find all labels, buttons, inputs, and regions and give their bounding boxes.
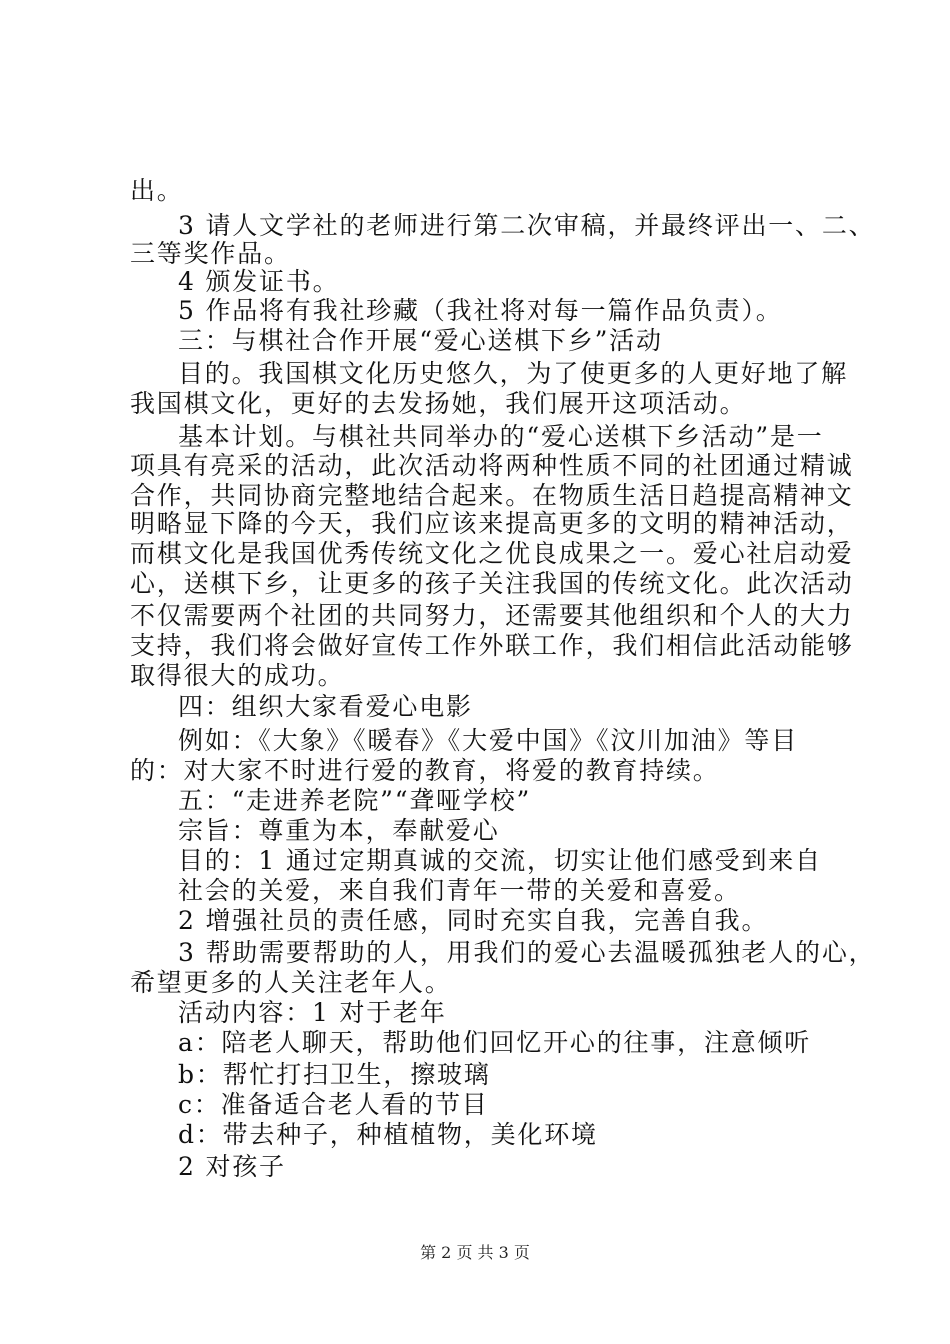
text-line: 活动内容：1 对于老年 bbox=[178, 998, 447, 1027]
list-item: d：带去种子，种植植物，美化环境 bbox=[178, 1120, 598, 1149]
text-line: 取得很大的成功。 bbox=[130, 661, 345, 690]
text-line: 希望更多的人关注老年人。 bbox=[130, 968, 452, 997]
text-line: 支持，我们将会做好宣传工作外联工作，我们相信此活动能够 bbox=[130, 631, 854, 660]
text-line: 目的。我国棋文化历史悠久，为了使更多的人更好地了解 bbox=[178, 359, 849, 388]
text-line: 3 请人文学社的老师进行第二次审稿，并最终评出一、二、 bbox=[178, 211, 876, 240]
section-heading: 五：“走进养老院”“聋哑学校” bbox=[178, 786, 532, 815]
text-line: 项具有亮采的活动，此次活动将两种性质不同的社团通过精诚 bbox=[130, 451, 854, 480]
text-line: 2 增强社员的责任感，同时充实自我，完善自我。 bbox=[178, 906, 769, 935]
page-footer: 第 2 页 共 3 页 bbox=[420, 1243, 530, 1262]
text-line: 出。 bbox=[130, 176, 184, 205]
text-line: 社会的关爱，来自我们青年一带的关爱和喜爱。 bbox=[178, 876, 741, 905]
list-item: b：帮忙打扫卫生，擦玻璃 bbox=[178, 1060, 491, 1089]
text-line: 心，送棋下乡，让更多的孩子关注我国的传统文化。此次活动 bbox=[130, 569, 854, 598]
text-line: 明略显下降的今天，我们应该来提高更多的文明的精神活动， bbox=[130, 509, 854, 538]
text-line: 基本计划。与棋社共同举办的“爱心送棋下乡活动”是一 bbox=[178, 422, 824, 451]
list-item: c：准备适合老人看的节目 bbox=[178, 1090, 489, 1119]
section-heading: 三：与棋社合作开展“爱心送棋下乡”活动 bbox=[178, 326, 663, 355]
text-line: 5 作品将有我社珍藏（我社将对每一篇作品负责）。 bbox=[178, 296, 783, 325]
section-heading: 四：组织大家看爱心电影 bbox=[178, 692, 473, 721]
text-line: 三等奖作品。 bbox=[130, 239, 291, 268]
text-line: 不仅需要两个社团的共同努力，还需要其他组织和个人的大力 bbox=[130, 601, 854, 630]
text-line: 而棋文化是我国优秀传统文化之优良成果之一。爱心社启动爱 bbox=[130, 539, 854, 568]
text-line: 目的：1 通过定期真诚的交流，切实让他们感受到来自 bbox=[178, 846, 822, 875]
text-line: 的：对大家不时进行爱的教育，将爱的教育持续。 bbox=[130, 756, 720, 785]
list-item: a：陪老人聊天，帮助他们回忆开心的往事，注意倾听 bbox=[178, 1028, 812, 1057]
text-line: 合作，共同协商完整地结合起来。在物质生活日趋提高精神文 bbox=[130, 481, 854, 510]
text-line: 2 对孩子 bbox=[178, 1152, 286, 1181]
text-line: 例如：《大象》《暖春》《大爱中国》《汶川加油》等目 bbox=[178, 726, 799, 755]
text-line: 宗旨：尊重为本，奉献爱心 bbox=[178, 816, 500, 845]
text-line: 4 颁发证书。 bbox=[178, 267, 340, 296]
text-line: 3 帮助需要帮助的人，用我们的爱心去温暖孤独老人的心， bbox=[178, 938, 876, 967]
text-line: 我国棋文化，更好的去发扬她，我们展开这项活动。 bbox=[130, 389, 747, 418]
